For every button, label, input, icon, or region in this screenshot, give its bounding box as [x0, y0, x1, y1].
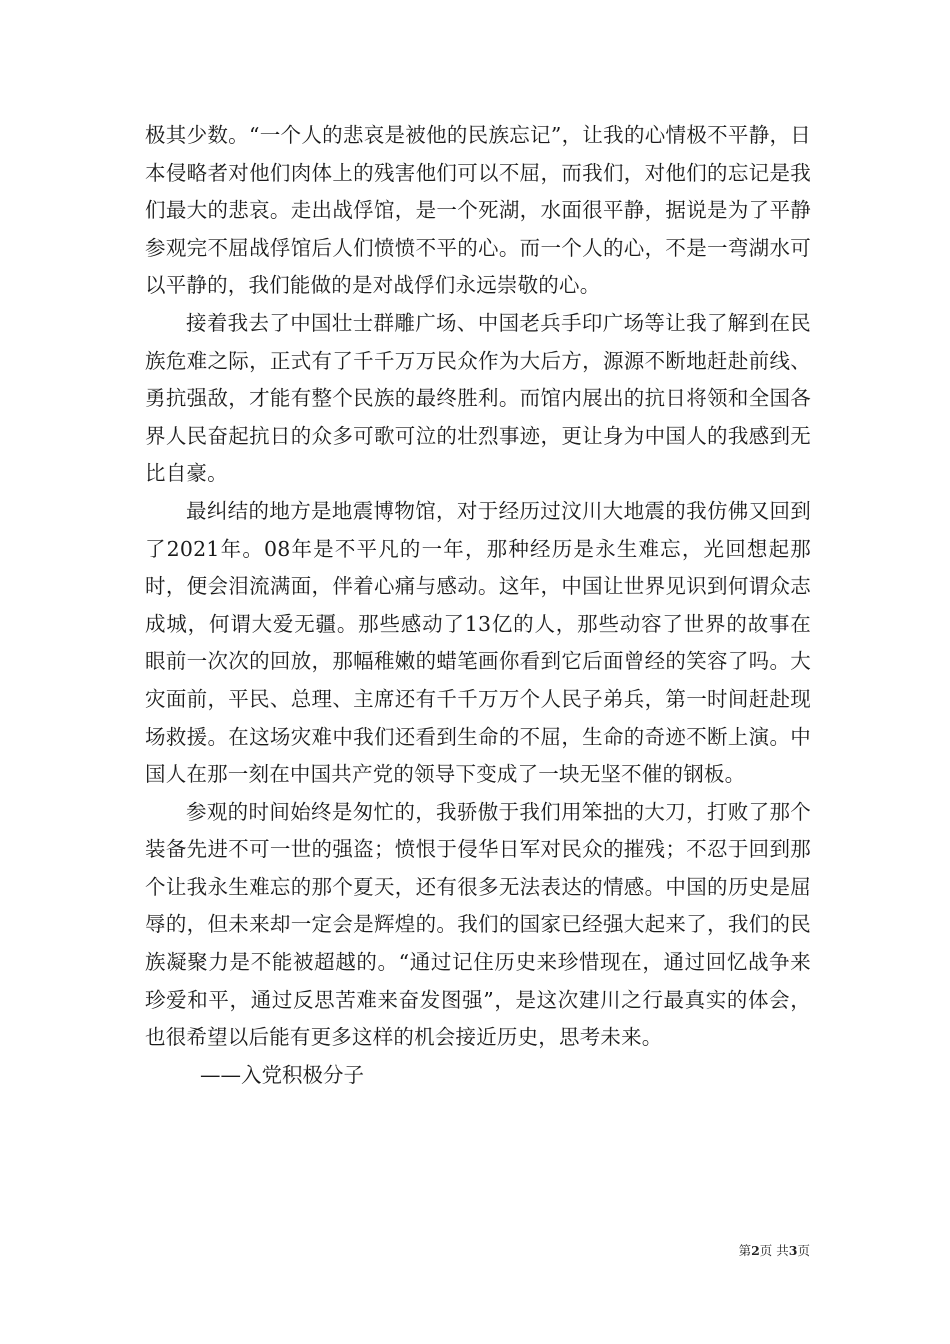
- footer-prefix: 第: [738, 1243, 752, 1258]
- paragraph-3: 最纠结的地方是地震博物馆，对于经历过汶川大地震的我仿佛又回到了2021年。08年是不平凡的一年，那种经历是永生难忘，光回想起那时，便会泪流满面，伴着心痛与感动。这年，中国让世界见识到何谓众志成城，何谓大爱无疆。那些感动了13亿的人，那些动容了世界的故事在眼前一次次的回放，那幅稚嫩的蜡笔画你看到它后面曾经的笑容了吗。大灾面前，平民、总理、主席还有千千万万个人民子弟兵，第一时间赶赴现场救援。在这场灾难中我们还看到生命的不屈，生命的奇迹不断上演。中国人在那一刻在中国共产党的领导下变成了一块无坚不催的钢板。: [145, 498, 811, 787]
- footer-middle: 页 共: [759, 1243, 789, 1258]
- footer-suffix: 页: [797, 1243, 810, 1258]
- paragraph-1: 极其少数。“一个人的悲哀是被他的民族忘记”，让我的心情极不平静，日本侵略者对他们肉体上的残害他们可以不屈，而我们，对他们的忘记是我们最大的悲哀。走出战俘馆，是一个死湖，水面很平静，据说是为了平静参观完不屈战俘馆后人们愤愤不平的心。而一个人的心，不是一弯湖水可以平静的，我们能做的是对战俘们永远崇敬的心。: [145, 123, 811, 298]
- signature-line: ——入党积极分子: [200, 1062, 364, 1087]
- paragraph-4: 参观的时间始终是匆忙的，我骄傲于我们用笨拙的大刀，打败了那个装备先进不可一世的强盗；愤恨于侵华日军对民众的摧残；不忍于回到那个让我永生难忘的那个夏天，还有很多无法表达的情感。中国的历史是屈辱的，但未来却一定会是辉煌的。我们的国家已经强大起来了，我们的民族凝聚力是不能被超越的。“通过记住历史来珍惜现在，通过回忆战争来珍爱和平，通过反思苦难来奋发图强”，是这次建川之行最真实的体会，也很希望以后能有更多这样的机会接近历史，思考未来。: [145, 799, 811, 1050]
- paragraph-2: 接着我去了中国壮士群雕广场、中国老兵手印广场等让我了解到在民族危难之际，正式有了千千万万民众作为大后方，源源不断地赶赴前线、勇抗强敌，才能有整个民族的最终胜利。而馆内展出的抗日将领和全国各界人民奋起抗日的众多可歌可泣的壮烈事迹，更让身为中国人的我感到无比自豪。: [145, 310, 811, 486]
- total-pages-number: 3: [788, 1243, 798, 1258]
- page-number-footer: [700, 1243, 810, 1259]
- current-page-number: 2: [751, 1243, 760, 1258]
- document-body: [145, 117, 811, 1094]
